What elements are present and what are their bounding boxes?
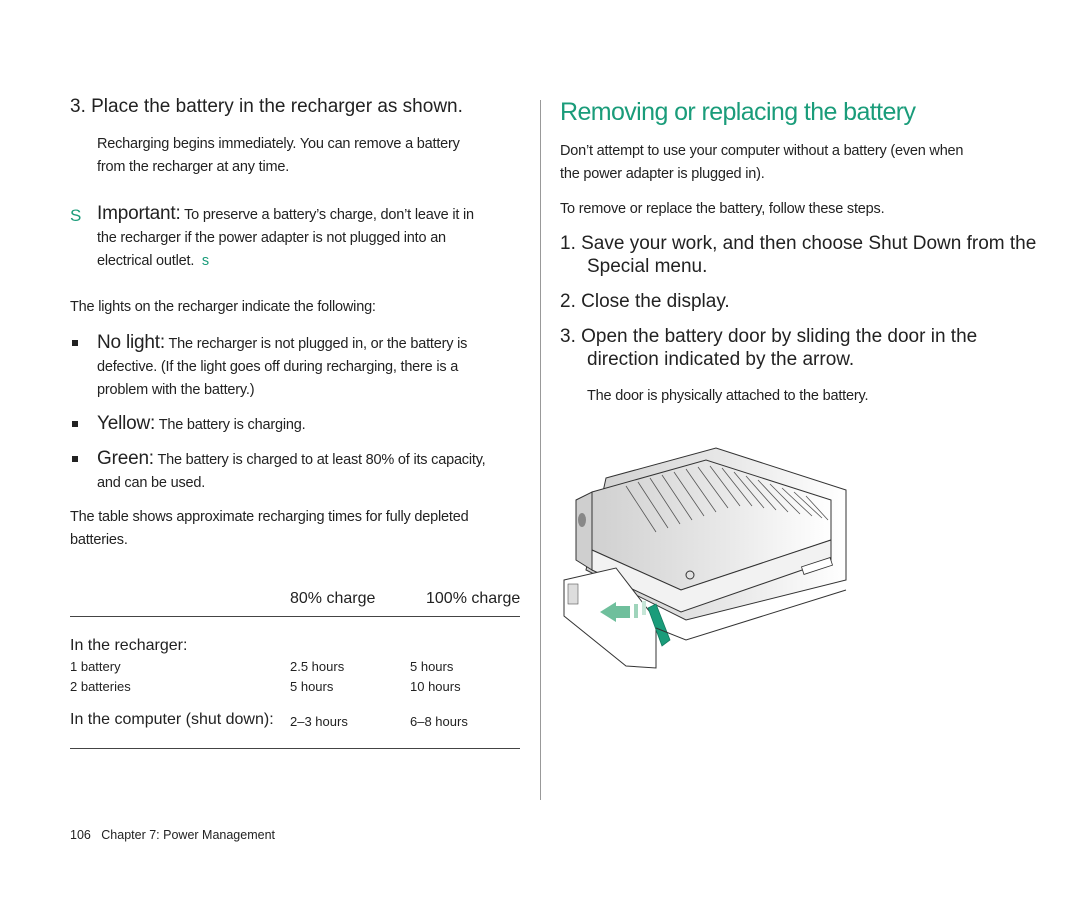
important-line-3: electrical outlet.: [97, 253, 195, 269]
step-3-body: [97, 133, 460, 179]
important-marker: S: [70, 206, 82, 225]
important-end-marker: s: [201, 253, 209, 269]
intro-line-1: Don’t attempt to use your computer without a battery (even when: [560, 143, 964, 159]
bullet-text: defective. (If the light goes off during recharging, there is a: [97, 359, 459, 375]
table-header-80: 80% charge: [290, 590, 376, 607]
important-note: [97, 202, 474, 273]
table-cell: 2–3 hours: [290, 714, 348, 729]
step-1-line-2: Special menu.: [587, 256, 708, 277]
table-intro-line-1: The table shows approximate recharging times for fully depleted: [70, 509, 469, 525]
bullet-text: The recharger is not plugged in, or the battery is: [168, 336, 468, 352]
bullet-yellow: [97, 412, 305, 437]
bullet-square-icon: [72, 340, 78, 346]
bullet-label: Yellow:: [97, 413, 156, 434]
table-row-label: 2 batteries: [70, 679, 131, 694]
important-line-1: To preserve a battery’s charge, don’t leave it in: [184, 207, 474, 223]
table-header-100: 100% charge: [426, 590, 521, 607]
step-1: [560, 232, 1036, 278]
bullet-text: and can be used.: [97, 475, 206, 491]
page-footer: [70, 828, 275, 842]
bullet-label: Green:: [97, 448, 154, 469]
table-bottom-rule: [70, 748, 520, 749]
step-3: [560, 325, 977, 371]
table-top-rule: [70, 616, 520, 617]
chapter-title: Chapter 7: Power Management: [101, 828, 275, 842]
step-3-line-1: 3. Open the battery door by sliding the door in the: [560, 326, 978, 347]
table-cell: 2.5 hours: [290, 659, 345, 674]
intro-line-2: the power adapter is plugged in).: [560, 166, 765, 182]
table-intro-line-2: batteries.: [70, 532, 128, 548]
column-divider: [540, 100, 541, 800]
intro-paragraph: [560, 140, 963, 186]
step-3-body-line-1: Recharging begins immediately. You can remove a battery: [97, 136, 460, 152]
step-3-title: 3. Place the battery in the recharger as shown.: [70, 96, 463, 117]
table-row-label: 1 battery: [70, 659, 121, 674]
bullet-text: problem with the battery.): [97, 382, 255, 398]
step-2: 2. Close the display.: [560, 291, 730, 312]
step-3-body-line-2: from the recharger at any time.: [97, 159, 290, 175]
table-row-computer-label: In the computer (shut down):: [70, 711, 274, 728]
bullet-label: No light:: [97, 332, 165, 353]
table-cell: 10 hours: [410, 679, 461, 694]
table-intro: [70, 506, 468, 552]
bullet-text: The battery is charged to at least 80% of its capacity,: [157, 452, 486, 468]
step-3-line-2: direction indicated by the arrow.: [587, 349, 855, 370]
bullet-square-icon: [72, 456, 78, 462]
battery-removal-illustration: [556, 440, 856, 680]
steps-intro: To remove or replace the battery, follow these steps.: [560, 201, 885, 217]
bullet-text: The battery is charging.: [158, 417, 306, 433]
lights-intro: The lights on the recharger indicate the following:: [70, 299, 376, 315]
important-line-2: the recharger if the power adapter is not plugged into an: [97, 230, 446, 246]
page-number: 106: [70, 828, 91, 842]
table-cell: 5 hours: [290, 679, 334, 694]
bullet-no-light: [97, 331, 467, 402]
step-3-note: The door is physically attached to the battery.: [587, 388, 869, 404]
section-heading: Removing or replacing the battery: [560, 98, 916, 126]
bullet-square-icon: [72, 421, 78, 427]
bullet-green: [97, 447, 486, 495]
table-cell: 5 hours: [410, 659, 454, 674]
step-1-line-1: 1. Save your work, and then choose Shut Down from the: [560, 233, 1037, 254]
table-cell: 6–8 hours: [410, 714, 468, 729]
table-section-recharger: In the recharger:: [70, 637, 188, 654]
important-label: Important:: [97, 203, 181, 224]
